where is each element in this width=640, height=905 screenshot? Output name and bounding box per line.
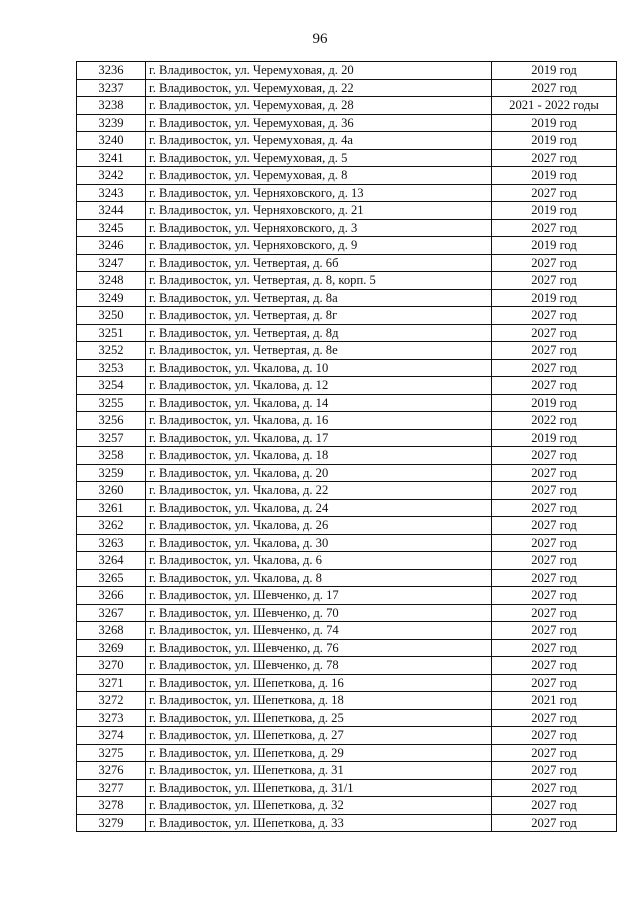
- year-cell: 2027 год: [492, 657, 617, 675]
- year-cell: 2019 год: [492, 62, 617, 80]
- address-cell: г. Владивосток, ул. Черемуховая, д. 4а: [146, 132, 492, 150]
- address-cell: г. Владивосток, ул. Чкалова, д. 17: [146, 429, 492, 447]
- row-number-cell: 3255: [77, 394, 146, 412]
- row-number-cell: 3273: [77, 709, 146, 727]
- row-number-cell: 3261: [77, 499, 146, 517]
- row-number-cell: 3263: [77, 534, 146, 552]
- year-cell: 2027 год: [492, 534, 617, 552]
- table-row: [77, 517, 617, 535]
- row-number-cell: 3272: [77, 692, 146, 710]
- table-row: [77, 149, 617, 167]
- row-number-cell: 3266: [77, 587, 146, 605]
- year-cell: 2027 год: [492, 727, 617, 745]
- address-cell: г. Владивосток, ул. Чкалова, д. 16: [146, 412, 492, 430]
- table-row: [77, 587, 617, 605]
- table-row: [77, 709, 617, 727]
- address-cell: г. Владивосток, ул. Шепеткова, д. 18: [146, 692, 492, 710]
- table-row: [77, 62, 617, 80]
- year-cell: 2021 год: [492, 692, 617, 710]
- address-cell: г. Владивосток, ул. Шевченко, д. 78: [146, 657, 492, 675]
- year-cell: 2027 год: [492, 219, 617, 237]
- year-cell: 2019 год: [492, 429, 617, 447]
- table-row: [77, 202, 617, 220]
- address-cell: г. Владивосток, ул. Шепеткова, д. 16: [146, 674, 492, 692]
- row-number-cell: 3258: [77, 447, 146, 465]
- table-row: [77, 727, 617, 745]
- row-number-cell: 3274: [77, 727, 146, 745]
- table-row: [77, 114, 617, 132]
- row-number-cell: 3256: [77, 412, 146, 430]
- address-cell: г. Владивосток, ул. Черняховского, д. 21: [146, 202, 492, 220]
- year-cell: 2027 год: [492, 674, 617, 692]
- table-row: [77, 604, 617, 622]
- table-row: [77, 377, 617, 395]
- address-cell: г. Владивосток, ул. Черняховского, д. 13: [146, 184, 492, 202]
- year-cell: 2027 год: [492, 184, 617, 202]
- year-cell: 2027 год: [492, 552, 617, 570]
- row-number-cell: 3262: [77, 517, 146, 535]
- row-number-cell: 3239: [77, 114, 146, 132]
- address-cell: г. Владивосток, ул. Черемуховая, д. 22: [146, 79, 492, 97]
- address-cell: г. Владивосток, ул. Шепеткова, д. 31/1: [146, 779, 492, 797]
- row-number-cell: 3271: [77, 674, 146, 692]
- table-row: [77, 429, 617, 447]
- address-cell: г. Владивосток, ул. Четвертая, д. 8г: [146, 307, 492, 325]
- address-cell: г. Владивосток, ул. Четвертая, д. 8, корп. 5: [146, 272, 492, 290]
- table-row: [77, 744, 617, 762]
- address-cell: г. Владивосток, ул. Чкалова, д. 24: [146, 499, 492, 517]
- row-number-cell: 3237: [77, 79, 146, 97]
- address-cell: г. Владивосток, ул. Черняховского, д. 9: [146, 237, 492, 255]
- year-cell: 2027 год: [492, 622, 617, 640]
- table-row: [77, 324, 617, 342]
- table-row: [77, 97, 617, 115]
- row-number-cell: 3249: [77, 289, 146, 307]
- row-number-cell: 3247: [77, 254, 146, 272]
- row-number-cell: 3268: [77, 622, 146, 640]
- year-cell: 2027 год: [492, 604, 617, 622]
- row-number-cell: 3254: [77, 377, 146, 395]
- row-number-cell: 3252: [77, 342, 146, 360]
- address-cell: г. Владивосток, ул. Шепеткова, д. 29: [146, 744, 492, 762]
- row-number-cell: 3240: [77, 132, 146, 150]
- table-row: [77, 254, 617, 272]
- year-cell: 2027 год: [492, 79, 617, 97]
- row-number-cell: 3276: [77, 762, 146, 780]
- year-cell: 2019 год: [492, 289, 617, 307]
- address-cell: г. Владивосток, ул. Шевченко, д. 74: [146, 622, 492, 640]
- table-row: [77, 674, 617, 692]
- year-cell: 2027 год: [492, 254, 617, 272]
- year-cell: 2019 год: [492, 132, 617, 150]
- year-cell: 2027 год: [492, 359, 617, 377]
- year-cell: 2027 год: [492, 149, 617, 167]
- address-cell: г. Владивосток, ул. Четвертая, д. 6б: [146, 254, 492, 272]
- row-number-cell: 3245: [77, 219, 146, 237]
- row-number-cell: 3267: [77, 604, 146, 622]
- year-cell: 2027 год: [492, 814, 617, 832]
- address-cell: г. Владивосток, ул. Шепеткова, д. 25: [146, 709, 492, 727]
- address-cell: г. Владивосток, ул. Черемуховая, д. 8: [146, 167, 492, 185]
- housing-schedule-table: [76, 61, 617, 832]
- address-cell: г. Владивосток, ул. Четвертая, д. 8д: [146, 324, 492, 342]
- table-row: [77, 307, 617, 325]
- table-row: [77, 552, 617, 570]
- table-row: [77, 394, 617, 412]
- address-cell: г. Владивосток, ул. Четвертая, д. 8а: [146, 289, 492, 307]
- row-number-cell: 3241: [77, 149, 146, 167]
- row-number-cell: 3260: [77, 482, 146, 500]
- address-cell: г. Владивосток, ул. Чкалова, д. 20: [146, 464, 492, 482]
- row-number-cell: 3242: [77, 167, 146, 185]
- table-row: [77, 639, 617, 657]
- year-cell: 2027 год: [492, 272, 617, 290]
- address-cell: г. Владивосток, ул. Чкалова, д. 26: [146, 517, 492, 535]
- year-cell: 2022 год: [492, 412, 617, 430]
- table-row: [77, 132, 617, 150]
- row-number-cell: 3243: [77, 184, 146, 202]
- year-cell: 2027 год: [492, 464, 617, 482]
- address-cell: г. Владивосток, ул. Четвертая, д. 8е: [146, 342, 492, 360]
- row-number-cell: 3259: [77, 464, 146, 482]
- table-row: [77, 482, 617, 500]
- year-cell: 2027 год: [492, 587, 617, 605]
- year-cell: 2027 год: [492, 447, 617, 465]
- year-cell: 2027 год: [492, 639, 617, 657]
- year-cell: 2027 год: [492, 569, 617, 587]
- row-number-cell: 3265: [77, 569, 146, 587]
- table-row: [77, 447, 617, 465]
- table-row: [77, 814, 617, 832]
- row-number-cell: 3270: [77, 657, 146, 675]
- row-number-cell: 3269: [77, 639, 146, 657]
- address-cell: г. Владивосток, ул. Черемуховая, д. 20: [146, 62, 492, 80]
- year-cell: 2021 - 2022 годы: [492, 97, 617, 115]
- address-cell: г. Владивосток, ул. Чкалова, д. 6: [146, 552, 492, 570]
- address-cell: г. Владивосток, ул. Шепеткова, д. 31: [146, 762, 492, 780]
- row-number-cell: 3277: [77, 779, 146, 797]
- row-number-cell: 3251: [77, 324, 146, 342]
- page-number: 96: [312, 31, 328, 47]
- address-cell: г. Владивосток, ул. Черемуховая, д. 5: [146, 149, 492, 167]
- address-cell: г. Владивосток, ул. Шепеткова, д. 27: [146, 727, 492, 745]
- year-cell: 2027 год: [492, 744, 617, 762]
- year-cell: 2019 год: [492, 237, 617, 255]
- table-row: [77, 534, 617, 552]
- table-row: [77, 412, 617, 430]
- address-cell: г. Владивосток, ул. Чкалова, д. 30: [146, 534, 492, 552]
- year-cell: 2019 год: [492, 394, 617, 412]
- address-cell: г. Владивосток, ул. Чкалова, д. 18: [146, 447, 492, 465]
- row-number-cell: 3238: [77, 97, 146, 115]
- row-number-cell: 3275: [77, 744, 146, 762]
- row-number-cell: 3246: [77, 237, 146, 255]
- row-number-cell: 3250: [77, 307, 146, 325]
- year-cell: 2027 год: [492, 797, 617, 815]
- year-cell: 2027 год: [492, 324, 617, 342]
- year-cell: 2027 год: [492, 517, 617, 535]
- table-row: [77, 359, 617, 377]
- address-cell: г. Владивосток, ул. Шевченко, д. 70: [146, 604, 492, 622]
- address-cell: г. Владивосток, ул. Чкалова, д. 10: [146, 359, 492, 377]
- table-row: [77, 692, 617, 710]
- year-cell: 2019 год: [492, 167, 617, 185]
- year-cell: 2027 год: [492, 482, 617, 500]
- table-row: [77, 569, 617, 587]
- table-row: [77, 797, 617, 815]
- year-cell: 2027 год: [492, 342, 617, 360]
- table-row: [77, 762, 617, 780]
- address-cell: г. Владивосток, ул. Чкалова, д. 12: [146, 377, 492, 395]
- table-row: [77, 342, 617, 360]
- row-number-cell: 3264: [77, 552, 146, 570]
- table-row: [77, 184, 617, 202]
- table-body: [77, 62, 617, 832]
- year-cell: 2027 год: [492, 377, 617, 395]
- table-row: [77, 464, 617, 482]
- year-cell: 2027 год: [492, 499, 617, 517]
- address-cell: г. Владивосток, ул. Шевченко, д. 17: [146, 587, 492, 605]
- row-number-cell: 3253: [77, 359, 146, 377]
- year-cell: 2019 год: [492, 202, 617, 220]
- row-number-cell: 3278: [77, 797, 146, 815]
- table-row: [77, 219, 617, 237]
- year-cell: 2027 год: [492, 779, 617, 797]
- table-row: [77, 779, 617, 797]
- year-cell: 2019 год: [492, 114, 617, 132]
- year-cell: 2027 год: [492, 709, 617, 727]
- row-number-cell: 3248: [77, 272, 146, 290]
- table-row: [77, 289, 617, 307]
- table-row: [77, 499, 617, 517]
- row-number-cell: 3236: [77, 62, 146, 80]
- table-row: [77, 167, 617, 185]
- address-cell: г. Владивосток, ул. Черемуховая, д. 28: [146, 97, 492, 115]
- year-cell: 2027 год: [492, 762, 617, 780]
- address-cell: г. Владивосток, ул. Чкалова, д. 8: [146, 569, 492, 587]
- table-row: [77, 657, 617, 675]
- table-row: [77, 79, 617, 97]
- table-row: [77, 272, 617, 290]
- address-cell: г. Владивосток, ул. Черемуховая, д. 36: [146, 114, 492, 132]
- row-number-cell: 3257: [77, 429, 146, 447]
- address-cell: г. Владивосток, ул. Шепеткова, д. 33: [146, 814, 492, 832]
- address-cell: г. Владивосток, ул. Чкалова, д. 14: [146, 394, 492, 412]
- table-row: [77, 237, 617, 255]
- address-cell: г. Владивосток, ул. Шепеткова, д. 32: [146, 797, 492, 815]
- table-row: [77, 622, 617, 640]
- year-cell: 2027 год: [492, 307, 617, 325]
- row-number-cell: 3244: [77, 202, 146, 220]
- address-cell: г. Владивосток, ул. Черняховского, д. 3: [146, 219, 492, 237]
- address-cell: г. Владивосток, ул. Шевченко, д. 76: [146, 639, 492, 657]
- address-cell: г. Владивосток, ул. Чкалова, д. 22: [146, 482, 492, 500]
- row-number-cell: 3279: [77, 814, 146, 832]
